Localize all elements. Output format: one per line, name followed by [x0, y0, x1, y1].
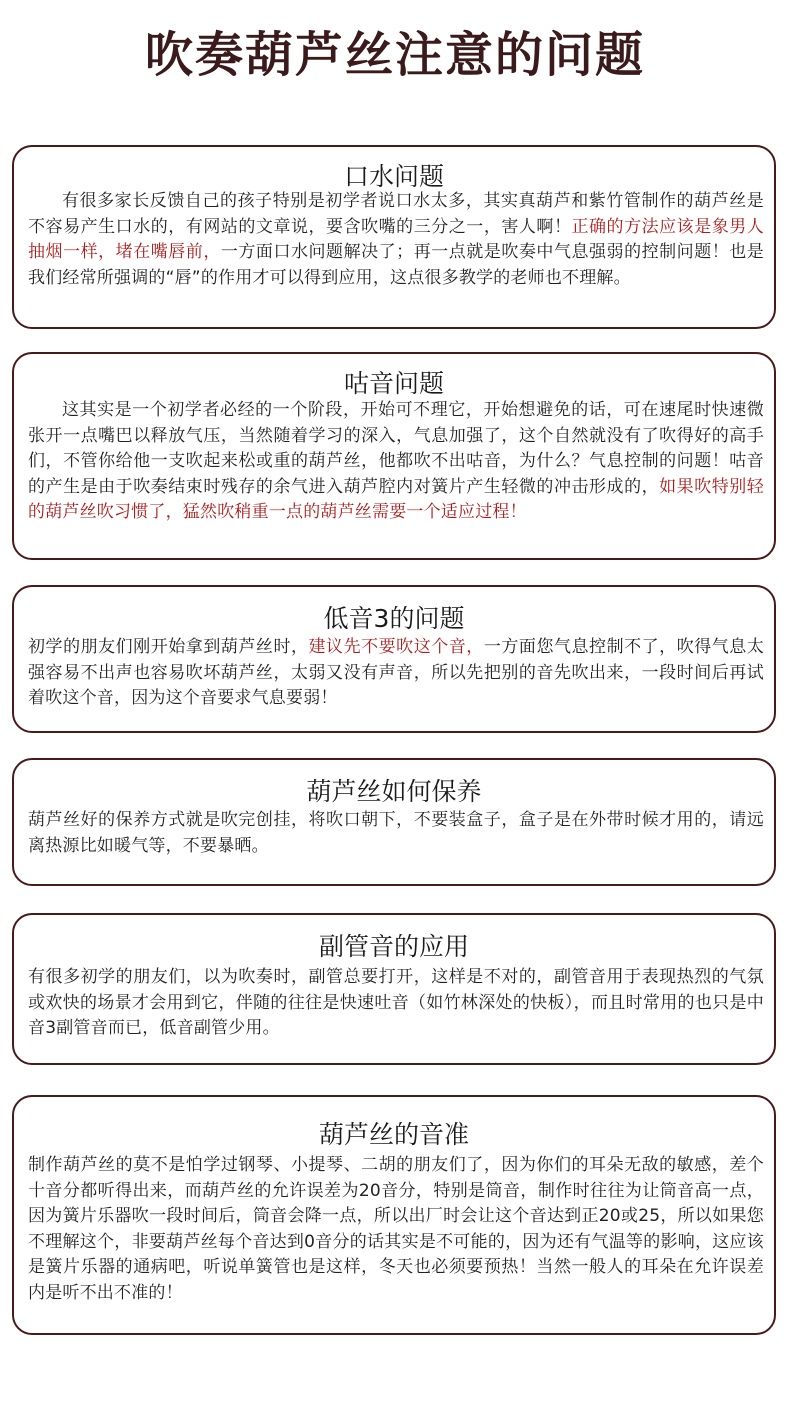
- section-aux-pipe: [12, 913, 776, 1065]
- body-text: 制作葫芦丝的莫不是怕学过钢琴、小提琴、二胡的朋友们了，因为你们的耳朵无敌的敏感，差个十音分都听得出来，而葫芦丝的允许误差为20音分，特别是筒音，制作时往往为让筒音高一点，因为簧片乐器吹一段时间后，筒音会降一点，所以出厂时会让这个音达到正20或25，所以如果您不理解这个，非要葫芦丝每个音达到0音分的话其实是不可能的，因为还有气温等的影响，这应该是簧片乐器的通病吧，听说单簧管也是这样，冬天也必须要预热！当然一般人的耳朵在允许误差内是听不出不准的！: [28, 1155, 764, 1303]
- section-gurgle: [12, 352, 776, 560]
- section-low-3: [12, 585, 776, 733]
- highlight-text: 正确的方法应该是象男人抽烟一样，堵在嘴唇前，: [28, 216, 764, 262]
- highlight-text: 如果吹特别轻的葫芦丝吹习惯了，猛然吹稍重一点的葫芦丝需要一个适应过程！: [28, 476, 764, 522]
- section-intonation: [12, 1095, 776, 1335]
- section-body: [28, 808, 764, 859]
- body-text: 初学的朋友们刚开始拿到葫芦丝时，: [28, 637, 309, 657]
- section-saliva: [12, 145, 776, 329]
- body-text: 这其实是一个初学者必经的一个阶段，开始可不理它，开始想避免的话，可在速尾时快速微张开一点嘴巴以释放气压，当然随着学习的深入，气息加强了，这个自然就没有了吹得好的高手们，不管你给他一支吹起来松或重的葫芦丝，他都吹不出咕音，为什么？气息控制的问题！咕音的产生是由于吹奏结束时残存的余气进入葫芦腔内对簧片产生轻微的冲击形成的，: [28, 400, 764, 497]
- section-body: [28, 965, 764, 1042]
- body-text: 有很多初学的朋友们，以为吹奏时，副管总要打开，这样是不对的，副管音用于表现热烈的气氛或欢快的场景才会用到它，伴随的往往是快速吐音（如竹林深处的快板），而且时常用的也只是中音3副管音而已，低音副管少用。: [28, 967, 764, 1038]
- section-title: 口水问题: [343, 162, 444, 191]
- section-maintenance: [12, 758, 776, 886]
- section-title: 低音3的问题: [323, 604, 465, 633]
- body-text: 一方面口水问题解决了；再一点就是吹奏中气息强弱的控制问题！也是我们经常所强调的“唇”的作用才可以得到应用，这点很多教学的老师也不理解。: [28, 242, 765, 288]
- section-body: [28, 1153, 764, 1306]
- section-title: 葫芦丝的音准: [318, 1120, 469, 1149]
- page-title: 吹奏葫芦丝注意的问题: [144, 27, 645, 83]
- section-title: 葫芦丝如何保养: [306, 777, 482, 806]
- section-body: [28, 398, 764, 526]
- section-body: [28, 189, 764, 291]
- body-text: 一方面您气息控制不了，吹得气息太强容易不出声也容易吹坏葫芦丝，太弱又没有声音，所以先把别的音先吹出来，一段时间后再试着吹这个音，因为这个音要求气息要弱！: [28, 637, 765, 708]
- section-title: 咕音问题: [343, 369, 444, 398]
- section-body: [28, 635, 764, 712]
- section-title: 副管音的应用: [318, 932, 469, 961]
- body-text: 有很多家长反馈自己的孩子特别是初学者说口水太多，其实真葫芦和紫竹管制作的葫芦丝是不容易产生口水的，有网站的文章说，要含吹嘴的三分之一，害人啊！: [28, 191, 764, 237]
- body-text: 葫芦丝好的保养方式就是吹完创挂，将吹口朝下，不要装盒子，盒子是在外带时候才用的，请远离热源比如暖气等，不要暴晒。: [28, 810, 764, 856]
- highlight-text: 建议先不要吹这个音，: [308, 637, 484, 657]
